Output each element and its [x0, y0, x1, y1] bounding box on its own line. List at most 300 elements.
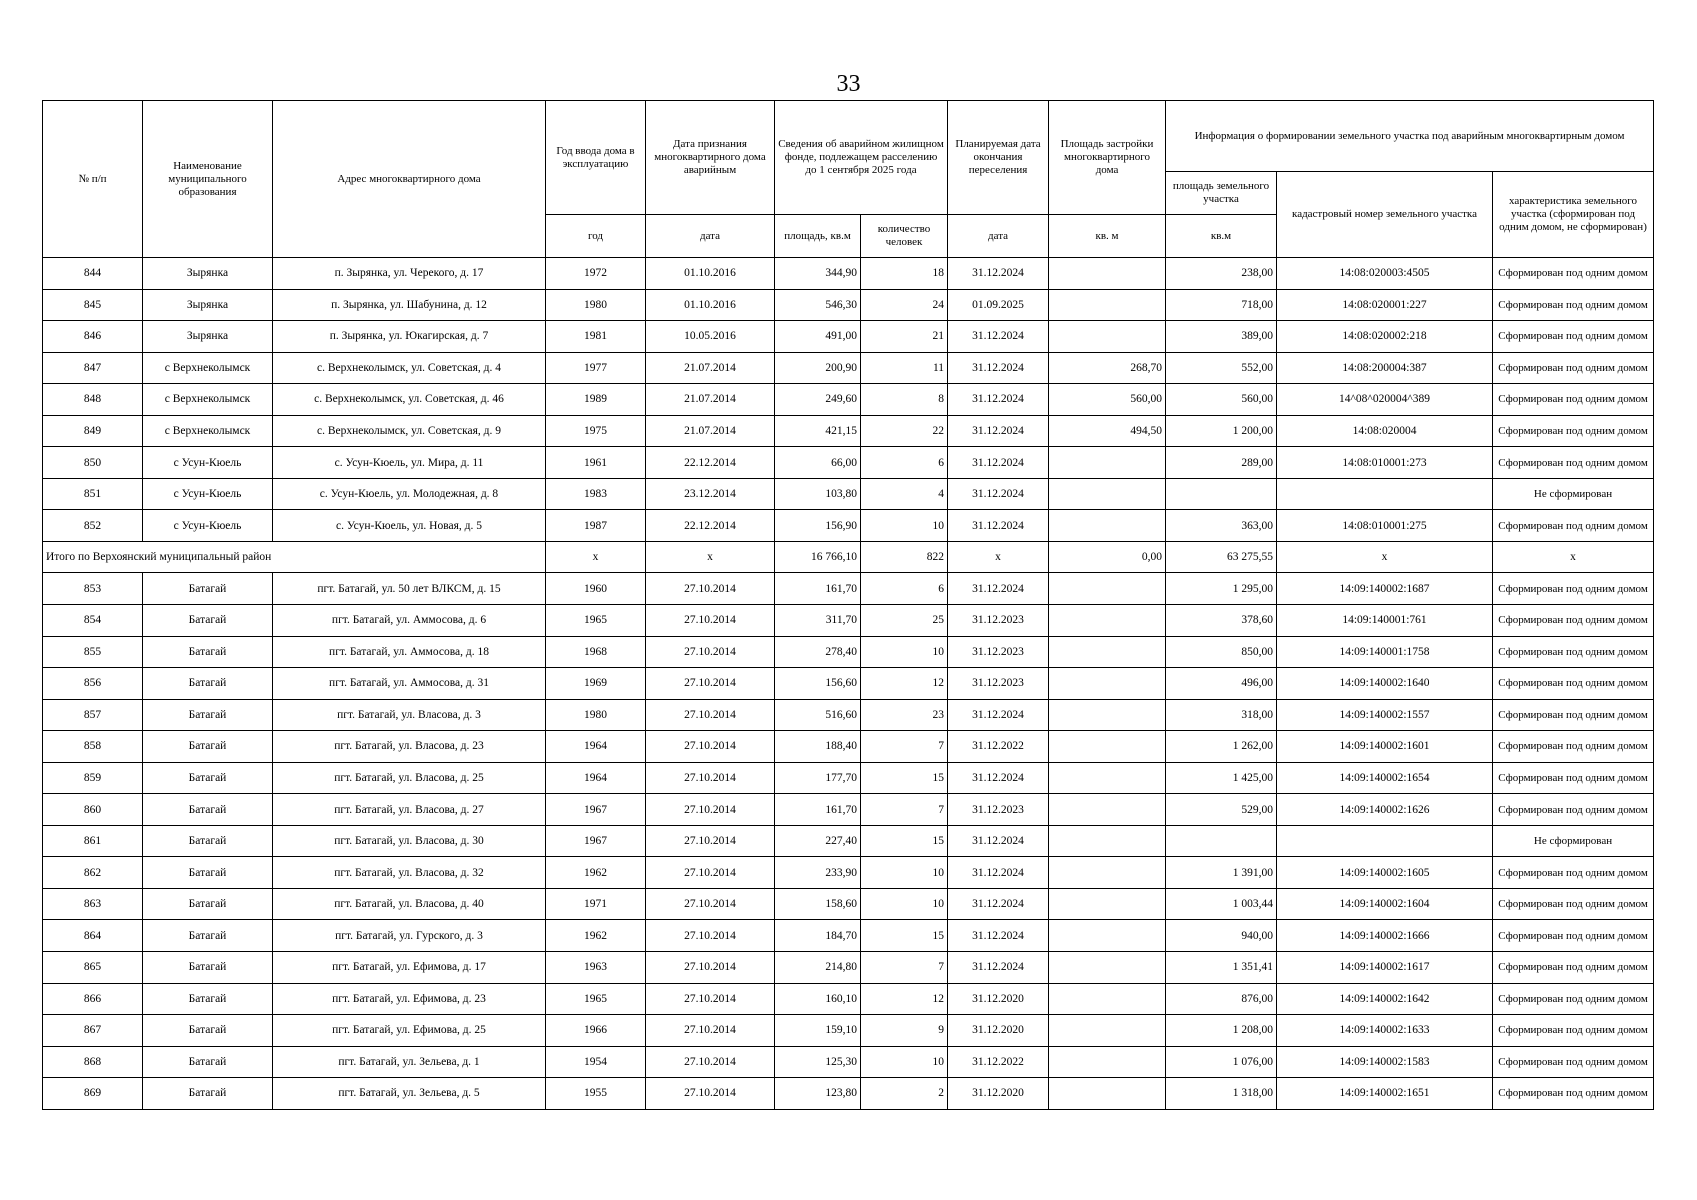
cell-municipality: Батагай [143, 699, 273, 731]
cell-people-count: 6 [861, 447, 948, 479]
cell-planned-date: 31.12.2023 [948, 794, 1049, 826]
unit-area: площадь, кв.м [775, 215, 861, 258]
cell-area: 546,30 [775, 289, 861, 321]
cell-year: 1981 [546, 321, 646, 353]
cell-year: 1963 [546, 952, 646, 984]
cell-address: пгт. Батагай, ул. Гурского, д. 3 [273, 920, 546, 952]
cell-planned-date: 31.12.2024 [948, 510, 1049, 542]
cell-people-count: 15 [861, 762, 948, 794]
cell-area: 188,40 [775, 731, 861, 763]
cell-people-count: 9 [861, 1015, 948, 1047]
cell-row-number: 858 [43, 731, 143, 763]
cell-cadastral-number: 14:08:200004:387 [1277, 352, 1493, 384]
cell-land-area: 560,00 [1166, 384, 1277, 416]
cell-building-area [1049, 825, 1166, 857]
cell-land-characteristic: Сформирован под одним домом [1493, 952, 1654, 984]
cell-land-area [1166, 825, 1277, 857]
table-row [43, 762, 1654, 794]
header-cadastral: кадастровый номер земельного участка [1277, 172, 1493, 258]
cell-area: 125,30 [775, 1046, 861, 1078]
header-land-area: площадь земельного участка [1166, 172, 1277, 215]
cell-address: пгт. Батагай, ул. Зельева, д. 5 [273, 1078, 546, 1110]
cell-planned-date: 31.12.2020 [948, 1015, 1049, 1047]
cell-address: п. Зырянка, ул. Шабунина, д. 12 [273, 289, 546, 321]
cell-recognition-date: 27.10.2014 [646, 636, 775, 668]
table-row [43, 1046, 1654, 1078]
cell-municipality: Батагай [143, 762, 273, 794]
cell-land-characteristic: Не сформирован [1493, 825, 1654, 857]
cell-row-number: 862 [43, 857, 143, 889]
cell-municipality: Батагай [143, 1046, 273, 1078]
cell-address: п. Зырянка, ул. Юкагирская, д. 7 [273, 321, 546, 353]
cell-recognition-date: 27.10.2014 [646, 573, 775, 605]
cell-row-number: 868 [43, 1046, 143, 1078]
cell-cadastral-number: 14:09:140002:1651 [1277, 1078, 1493, 1110]
cell-row-number: 853 [43, 573, 143, 605]
cell-land-characteristic: Сформирован под одним домом [1493, 857, 1654, 889]
cell-year: 1967 [546, 825, 646, 857]
cell-municipality: Батагай [143, 983, 273, 1015]
cell-planned-date: 31.12.2023 [948, 636, 1049, 668]
cell-building-area [1049, 794, 1166, 826]
cell-cadastral-number: 14:09:140001:1758 [1277, 636, 1493, 668]
cell-area: 249,60 [775, 384, 861, 416]
cell-building-area: 494,50 [1049, 415, 1166, 447]
cell-address: пгт. Батагай, ул. Власова, д. 27 [273, 794, 546, 826]
cell-year: 1954 [546, 1046, 646, 1078]
table-row [43, 983, 1654, 1015]
cell-building-area: 560,00 [1049, 384, 1166, 416]
cell-land-characteristic: Сформирован под одним домом [1493, 352, 1654, 384]
cell-address: пгт. Батагай, ул. Ефимова, д. 17 [273, 952, 546, 984]
cell-planned-date: 31.12.2023 [948, 668, 1049, 700]
cell-building-area [1049, 321, 1166, 353]
cell-address: пгт. Батагай, ул. Ефимова, д. 23 [273, 983, 546, 1015]
unit-date: дата [646, 215, 775, 258]
cell-address: пгт. Батагай, ул. Ефимова, д. 25 [273, 1015, 546, 1047]
cell-cadastral-number: 14:09:140002:1633 [1277, 1015, 1493, 1047]
cell-year: 1968 [546, 636, 646, 668]
emergency-housing-table [42, 100, 1654, 1110]
cell-land-area: 1 208,00 [1166, 1015, 1277, 1047]
cell-cadastral-number: 14:09:140002:1687 [1277, 573, 1493, 605]
cell-row-number: 867 [43, 1015, 143, 1047]
cell-address: пгт. Батагай, ул. Аммосова, д. 31 [273, 668, 546, 700]
cell-year: 1972 [546, 258, 646, 290]
cell-municipality: Батагай [143, 605, 273, 637]
table-row [43, 794, 1654, 826]
cell-year: 1980 [546, 699, 646, 731]
cell-row-number: 848 [43, 384, 143, 416]
cell-municipality: Зырянка [143, 289, 273, 321]
cell-land-characteristic: Сформирован под одним домом [1493, 668, 1654, 700]
cell-row-number: 849 [43, 415, 143, 447]
cell-land-area [1166, 478, 1277, 510]
cell-land-area: 1 200,00 [1166, 415, 1277, 447]
header-characteristic: характеристика земельного участка (сформирован под одним домом, не сформирован) [1493, 172, 1654, 258]
cell-municipality: с Верхнеколымск [143, 415, 273, 447]
table-row [43, 825, 1654, 857]
cell-recognition-date: 27.10.2014 [646, 952, 775, 984]
cell-planned-date: 31.12.2024 [948, 920, 1049, 952]
cell-cadastral-number: 14:08:010001:275 [1277, 510, 1493, 542]
cell-people-count: 12 [861, 983, 948, 1015]
cell-land-area: 318,00 [1166, 699, 1277, 731]
cell-municipality: Зырянка [143, 258, 273, 290]
cell-building-area [1049, 1078, 1166, 1110]
table-row [43, 258, 1654, 290]
cell-year: 1989 [546, 384, 646, 416]
cell-land-characteristic: Сформирован под одним домом [1493, 636, 1654, 668]
table-row [43, 510, 1654, 542]
table-row [43, 1078, 1654, 1110]
cell-recognition-date: 01.10.2016 [646, 258, 775, 290]
table-row [43, 857, 1654, 889]
cell-cadastral-number: 14:08:020003:4505 [1277, 258, 1493, 290]
cell-row-number: 860 [43, 794, 143, 826]
cell-area: 159,10 [775, 1015, 861, 1047]
cell-building-area [1049, 605, 1166, 637]
cell-cadastral-number: 14:09:140002:1640 [1277, 668, 1493, 700]
cell-row-number: 852 [43, 510, 143, 542]
cell-building-area [1049, 762, 1166, 794]
cell-row-number: 861 [43, 825, 143, 857]
cell-people-count: 15 [861, 825, 948, 857]
cell-planned-date: 31.12.2024 [948, 888, 1049, 920]
cell-land-area: 289,00 [1166, 447, 1277, 479]
cell-row-number: 859 [43, 762, 143, 794]
cell-building-area [1049, 1046, 1166, 1078]
unit-building-area: кв. м [1049, 215, 1166, 258]
cell-area: 123,80 [775, 1078, 861, 1110]
cell-land-characteristic: Сформирован под одним домом [1493, 731, 1654, 763]
cell-year: 1967 [546, 794, 646, 826]
unit-land-area: кв.м [1166, 215, 1277, 258]
cell-address: пгт. Батагай, ул. Аммосова, д. 6 [273, 605, 546, 637]
cell-cadastral-number: 14:09:140002:1626 [1277, 794, 1493, 826]
cell-building-area [1049, 510, 1166, 542]
cell-municipality: Батагай [143, 573, 273, 605]
cell-land-characteristic: Сформирован под одним домом [1493, 920, 1654, 952]
table-row [43, 321, 1654, 353]
cell-people-count: 21 [861, 321, 948, 353]
cell-cadastral-number: 14:08:010001:273 [1277, 447, 1493, 479]
cell-land-area: 238,00 [1166, 258, 1277, 290]
table-row [43, 731, 1654, 763]
cell-row-number: 846 [43, 321, 143, 353]
cell-land-characteristic: Сформирован под одним домом [1493, 888, 1654, 920]
cell-cadastral-number: 14:09:140002:1557 [1277, 699, 1493, 731]
cell-planned-date: 31.12.2020 [948, 1078, 1049, 1110]
cell-year: 1964 [546, 731, 646, 763]
total-char: х [1493, 541, 1654, 573]
cell-land-characteristic: Сформирован под одним домом [1493, 1046, 1654, 1078]
cell-land-area: 1 003,44 [1166, 888, 1277, 920]
cell-area: 158,60 [775, 888, 861, 920]
total-cad: х [1277, 541, 1493, 573]
header-num: № п/п [43, 101, 143, 258]
cell-area: 200,90 [775, 352, 861, 384]
cell-recognition-date: 27.10.2014 [646, 920, 775, 952]
cell-planned-date: 31.12.2024 [948, 384, 1049, 416]
cell-planned-date: 31.12.2022 [948, 1046, 1049, 1078]
cell-area: 103,80 [775, 478, 861, 510]
header-year: Год ввода дома в эксплуатацию [546, 101, 646, 215]
unit-people: количество человек [861, 215, 948, 258]
cell-address: пгт. Батагай, ул. Зельева, д. 1 [273, 1046, 546, 1078]
cell-cadastral-number: 14:09:140002:1601 [1277, 731, 1493, 763]
cell-cadastral-number: 14:09:140002:1583 [1277, 1046, 1493, 1078]
cell-address: с. Усун-Кюель, ул. Мира, д. 11 [273, 447, 546, 479]
cell-people-count: 7 [861, 952, 948, 984]
total-label: Итого по Верхоянский муниципальный район [43, 541, 546, 573]
cell-land-characteristic: Сформирован под одним домом [1493, 447, 1654, 479]
cell-land-characteristic: Сформирован под одним домом [1493, 983, 1654, 1015]
cell-land-area: 363,00 [1166, 510, 1277, 542]
cell-year: 1977 [546, 352, 646, 384]
cell-area: 311,70 [775, 605, 861, 637]
cell-row-number: 851 [43, 478, 143, 510]
cell-row-number: 865 [43, 952, 143, 984]
cell-address: пгт. Батагай, ул. Власова, д. 30 [273, 825, 546, 857]
cell-area: 214,80 [775, 952, 861, 984]
cell-municipality: Батагай [143, 920, 273, 952]
cell-land-characteristic: Сформирован под одним домом [1493, 1015, 1654, 1047]
cell-land-area: 1 262,00 [1166, 731, 1277, 763]
cell-recognition-date: 23.12.2014 [646, 478, 775, 510]
total-build: 0,00 [1049, 541, 1166, 573]
cell-people-count: 10 [861, 636, 948, 668]
cell-planned-date: 31.12.2023 [948, 605, 1049, 637]
cell-building-area [1049, 888, 1166, 920]
cell-year: 1962 [546, 920, 646, 952]
cell-land-area: 1 318,00 [1166, 1078, 1277, 1110]
cell-address: с. Верхнеколымск, ул. Советская, д. 4 [273, 352, 546, 384]
cell-address: пгт. Батагай, ул. Власова, д. 3 [273, 699, 546, 731]
unit-planned-date: дата [948, 215, 1049, 258]
cell-cadastral-number [1277, 825, 1493, 857]
table-row [43, 952, 1654, 984]
cell-year: 1955 [546, 1078, 646, 1110]
cell-address: пгт. Батагай, ул. Власова, д. 32 [273, 857, 546, 889]
cell-people-count: 12 [861, 668, 948, 700]
cell-cadastral-number: 14:08:020004 [1277, 415, 1493, 447]
cell-municipality: Батагай [143, 1078, 273, 1110]
cell-municipality: Батагай [143, 952, 273, 984]
cell-land-characteristic: Сформирован под одним домом [1493, 762, 1654, 794]
cell-planned-date: 31.12.2024 [948, 415, 1049, 447]
cell-row-number: 844 [43, 258, 143, 290]
cell-address: пгт. Батагай, ул. Аммосова, д. 18 [273, 636, 546, 668]
cell-row-number: 863 [43, 888, 143, 920]
cell-recognition-date: 22.12.2014 [646, 447, 775, 479]
cell-land-area: 378,60 [1166, 605, 1277, 637]
cell-recognition-date: 21.07.2014 [646, 384, 775, 416]
cell-municipality: Зырянка [143, 321, 273, 353]
cell-row-number: 864 [43, 920, 143, 952]
cell-address: пгт. Батагай, ул. Власова, д. 40 [273, 888, 546, 920]
cell-land-area: 850,00 [1166, 636, 1277, 668]
cell-municipality: Батагай [143, 825, 273, 857]
cell-recognition-date: 01.10.2016 [646, 289, 775, 321]
cell-area: 516,60 [775, 699, 861, 731]
cell-land-area: 1 351,41 [1166, 952, 1277, 984]
total-date: х [646, 541, 775, 573]
cell-land-characteristic: Не сформирован [1493, 478, 1654, 510]
unit-year: год [546, 215, 646, 258]
cell-municipality: Батагай [143, 857, 273, 889]
cell-people-count: 2 [861, 1078, 948, 1110]
cell-planned-date: 31.12.2024 [948, 352, 1049, 384]
cell-recognition-date: 27.10.2014 [646, 605, 775, 637]
cell-people-count: 10 [861, 888, 948, 920]
cell-cadastral-number: 14:08:020001:227 [1277, 289, 1493, 321]
page-number: 33 [836, 71, 861, 97]
cell-land-characteristic: Сформирован под одним домом [1493, 384, 1654, 416]
cell-address: с. Верхнеколымск, ул. Советская, д. 9 [273, 415, 546, 447]
table-row [43, 699, 1654, 731]
cell-building-area [1049, 857, 1166, 889]
cell-recognition-date: 27.10.2014 [646, 888, 775, 920]
cell-land-area: 876,00 [1166, 983, 1277, 1015]
cell-address: с. Верхнеколымск, ул. Советская, д. 46 [273, 384, 546, 416]
cell-area: 233,90 [775, 857, 861, 889]
cell-planned-date: 31.12.2024 [948, 857, 1049, 889]
table-row [43, 920, 1654, 952]
table-row [43, 668, 1654, 700]
cell-people-count: 15 [861, 920, 948, 952]
cell-recognition-date: 27.10.2014 [646, 825, 775, 857]
cell-building-area [1049, 920, 1166, 952]
cell-people-count: 10 [861, 510, 948, 542]
cell-address: пгт. Батагай, ул. Власова, д. 25 [273, 762, 546, 794]
total-people: 822 [861, 541, 948, 573]
cell-land-characteristic: Сформирован под одним домом [1493, 699, 1654, 731]
cell-cadastral-number: 14:09:140001:761 [1277, 605, 1493, 637]
cell-year: 1980 [546, 289, 646, 321]
cell-planned-date: 31.12.2022 [948, 731, 1049, 763]
cell-cadastral-number: 14:09:140002:1605 [1277, 857, 1493, 889]
cell-area: 184,70 [775, 920, 861, 952]
cell-people-count: 25 [861, 605, 948, 637]
cell-municipality: с Верхнеколымск [143, 384, 273, 416]
total-plan: х [948, 541, 1049, 573]
cell-building-area [1049, 447, 1166, 479]
cell-recognition-date: 10.05.2016 [646, 321, 775, 353]
header-fund-info: Сведения об аварийном жилищном фонде, подлежащем расселению до 1 сентября 2025 года [775, 101, 948, 215]
cell-area: 491,00 [775, 321, 861, 353]
cell-year: 1962 [546, 857, 646, 889]
cell-building-area [1049, 289, 1166, 321]
cell-area: 278,40 [775, 636, 861, 668]
cell-cadastral-number: 14:08:020002:218 [1277, 321, 1493, 353]
cell-recognition-date: 22.12.2014 [646, 510, 775, 542]
cell-cadastral-number: 14^08^020004^389 [1277, 384, 1493, 416]
cell-land-area: 529,00 [1166, 794, 1277, 826]
cell-area: 177,70 [775, 762, 861, 794]
cell-planned-date: 31.12.2024 [948, 321, 1049, 353]
cell-land-area: 389,00 [1166, 321, 1277, 353]
cell-recognition-date: 27.10.2014 [646, 731, 775, 763]
cell-recognition-date: 27.10.2014 [646, 1015, 775, 1047]
header-address: Адрес многоквартирного дома [273, 101, 546, 258]
cell-planned-date: 31.12.2024 [948, 478, 1049, 510]
table-row [43, 888, 1654, 920]
cell-year: 1965 [546, 983, 646, 1015]
cell-municipality: Батагай [143, 794, 273, 826]
cell-municipality: с Усун-Кюель [143, 478, 273, 510]
cell-land-characteristic: Сформирован под одним домом [1493, 573, 1654, 605]
cell-area: 227,40 [775, 825, 861, 857]
cell-land-area: 1 295,00 [1166, 573, 1277, 605]
cell-year: 1975 [546, 415, 646, 447]
cell-cadastral-number: 14:09:140002:1604 [1277, 888, 1493, 920]
cell-people-count: 7 [861, 731, 948, 763]
cell-cadastral-number: 14:09:140002:1666 [1277, 920, 1493, 952]
cell-recognition-date: 27.10.2014 [646, 983, 775, 1015]
cell-building-area [1049, 1015, 1166, 1047]
cell-building-area [1049, 478, 1166, 510]
cell-address: с. Усун-Кюель, ул. Новая, д. 5 [273, 510, 546, 542]
total-area: 16 766,10 [775, 541, 861, 573]
cell-land-area: 940,00 [1166, 920, 1277, 952]
cell-planned-date: 31.12.2024 [948, 762, 1049, 794]
cell-row-number: 869 [43, 1078, 143, 1110]
cell-municipality: Батагай [143, 1015, 273, 1047]
cell-year: 1960 [546, 573, 646, 605]
cell-land-characteristic: Сформирован под одним домом [1493, 321, 1654, 353]
cell-row-number: 856 [43, 668, 143, 700]
cell-year: 1987 [546, 510, 646, 542]
cell-address: пгт. Батагай, ул. Власова, д. 23 [273, 731, 546, 763]
cell-row-number: 847 [43, 352, 143, 384]
cell-building-area [1049, 258, 1166, 290]
cell-cadastral-number: 14:09:140002:1617 [1277, 952, 1493, 984]
table-row [43, 573, 1654, 605]
cell-address: пгт. Батагай, ул. 50 лет ВЛКСМ, д. 15 [273, 573, 546, 605]
cell-area: 156,60 [775, 668, 861, 700]
cell-recognition-date: 27.10.2014 [646, 794, 775, 826]
cell-planned-date: 31.12.2024 [948, 952, 1049, 984]
cell-people-count: 10 [861, 857, 948, 889]
cell-area: 160,10 [775, 983, 861, 1015]
cell-people-count: 18 [861, 258, 948, 290]
cell-people-count: 23 [861, 699, 948, 731]
cell-land-area: 1 391,00 [1166, 857, 1277, 889]
cell-people-count: 4 [861, 478, 948, 510]
cell-area: 344,90 [775, 258, 861, 290]
cell-row-number: 857 [43, 699, 143, 731]
cell-recognition-date: 27.10.2014 [646, 1046, 775, 1078]
cell-land-area: 718,00 [1166, 289, 1277, 321]
cell-row-number: 866 [43, 983, 143, 1015]
cell-row-number: 854 [43, 605, 143, 637]
cell-land-characteristic: Сформирован под одним домом [1493, 289, 1654, 321]
header-planned-date: Планируемая дата окончания переселения [948, 101, 1049, 215]
cell-building-area [1049, 573, 1166, 605]
cell-area: 66,00 [775, 447, 861, 479]
cell-building-area [1049, 668, 1166, 700]
cell-cadastral-number [1277, 478, 1493, 510]
cell-people-count: 10 [861, 1046, 948, 1078]
cell-recognition-date: 27.10.2014 [646, 857, 775, 889]
cell-recognition-date: 27.10.2014 [646, 668, 775, 700]
cell-municipality: с Усун-Кюель [143, 447, 273, 479]
cell-row-number: 855 [43, 636, 143, 668]
cell-year: 1966 [546, 1015, 646, 1047]
cell-year: 1969 [546, 668, 646, 700]
cell-people-count: 24 [861, 289, 948, 321]
